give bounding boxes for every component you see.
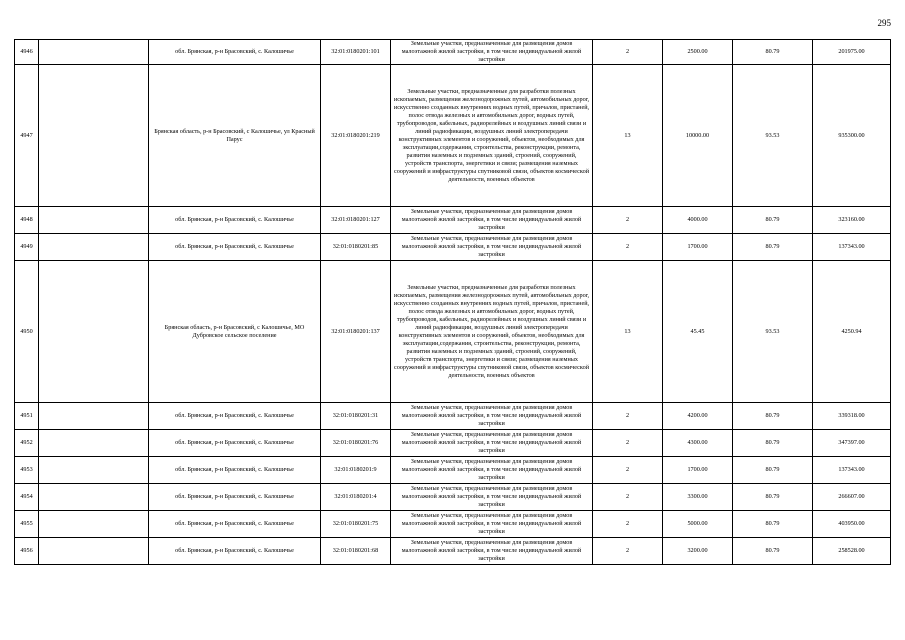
purpose-code-cell: 2 bbox=[593, 207, 663, 234]
table-row bbox=[15, 430, 891, 457]
rate-cell: 80.79 bbox=[733, 484, 813, 511]
rate-cell: 80.79 bbox=[733, 511, 813, 538]
purpose-code-cell: 2 bbox=[593, 234, 663, 261]
purpose-code-cell: 2 bbox=[593, 484, 663, 511]
land-purpose-cell: Земельные участки, предназначенные для разработки полезных ископаемых, размещения железнодорожных путей, автомобильных дорог, искусственно созданных внутренних водных путей, причалов, пристаней, полос отвода железных и автомобильных дорог, водных путей, трубопроводов, кабельных, радиорелейных и воздушных линий связи и линий радиофикации, воздушных линий электропередачи конструктивных элементов и сооружений, объектов, необходимых для эксплуатации,содержания, строительства, реконструкции, ремонта, развития наземных и подземных зданий, строений, сооружений, устройств транспорта, энергетики и связи; размещения наземных сооружений и инфраструктуры спутниковой связи, объектов космической деятельности, военных объектов bbox=[391, 65, 593, 207]
table-row bbox=[15, 65, 891, 207]
area-cell: 1700.00 bbox=[663, 457, 733, 484]
table-row bbox=[15, 234, 891, 261]
cadastral-value-table bbox=[14, 39, 891, 565]
table-row bbox=[15, 484, 891, 511]
area-cell: 3200.00 bbox=[663, 538, 733, 565]
cadastral-value-cell: 266607.00 bbox=[813, 484, 891, 511]
spacer-cell bbox=[39, 40, 149, 65]
area-cell: 4200.00 bbox=[663, 403, 733, 430]
spacer-cell bbox=[39, 234, 149, 261]
row-number: 4954 bbox=[15, 484, 39, 511]
cadastral-number-cell: 32:01:0180201:85 bbox=[321, 234, 391, 261]
rate-cell: 80.79 bbox=[733, 430, 813, 457]
cadastral-value-cell: 347397.00 bbox=[813, 430, 891, 457]
area-cell: 1700.00 bbox=[663, 234, 733, 261]
rate-cell: 80.79 bbox=[733, 403, 813, 430]
address-cell: Брянская область, р-н Брасовский, с Калошичье, ул Красный Парус bbox=[149, 65, 321, 207]
land-purpose-cell: Земельные участки, предназначенные для размещения домов малоэтажной жилой застройки, в том числе индивидуальной жилой застройки bbox=[391, 511, 593, 538]
cadastral-number-cell: 32:01:0180201:127 bbox=[321, 207, 391, 234]
purpose-code-cell: 2 bbox=[593, 538, 663, 565]
land-purpose-cell: Земельные участки, предназначенные для размещения домов малоэтажной жилой застройки, в том числе индивидуальной жилой застройки bbox=[391, 403, 593, 430]
row-number: 4947 bbox=[15, 65, 39, 207]
cadastral-value-cell: 323160.00 bbox=[813, 207, 891, 234]
row-number: 4948 bbox=[15, 207, 39, 234]
cadastral-number-cell: 32:01:0180201:101 bbox=[321, 40, 391, 65]
address-cell: обл. Брянская, р-н Брасовский, с. Калошичье bbox=[149, 511, 321, 538]
land-purpose-cell: Земельные участки, предназначенные для размещения домов малоэтажной жилой застройки, в том числе индивидуальной жилой застройки bbox=[391, 207, 593, 234]
area-cell: 10000.00 bbox=[663, 65, 733, 207]
purpose-code-cell: 13 bbox=[593, 261, 663, 403]
land-purpose-cell: Земельные участки, предназначенные для размещения домов малоэтажной жилой застройки, в том числе индивидуальной жилой застройки bbox=[391, 430, 593, 457]
spacer-cell bbox=[39, 65, 149, 207]
cadastral-number-cell: 32:01:0180201:4 bbox=[321, 484, 391, 511]
purpose-code-cell: 2 bbox=[593, 40, 663, 65]
rate-cell: 80.79 bbox=[733, 538, 813, 565]
spacer-cell bbox=[39, 207, 149, 234]
area-cell: 45.45 bbox=[663, 261, 733, 403]
cadastral-value-cell: 4250.94 bbox=[813, 261, 891, 403]
cadastral-value-cell: 137343.00 bbox=[813, 234, 891, 261]
spacer-cell bbox=[39, 261, 149, 403]
cadastral-value-cell: 258528.00 bbox=[813, 538, 891, 565]
cadastral-value-cell: 403950.00 bbox=[813, 511, 891, 538]
cadastral-value-cell: 935300.00 bbox=[813, 65, 891, 207]
rate-cell: 80.79 bbox=[733, 457, 813, 484]
purpose-code-cell: 2 bbox=[593, 403, 663, 430]
row-number: 4955 bbox=[15, 511, 39, 538]
address-cell: Брянская область, р-н Брасовский, с Калошичье, МО Дубровское сельское поселение bbox=[149, 261, 321, 403]
address-cell: обл. Брянская, р-н Брасовский, с. Калошичье bbox=[149, 403, 321, 430]
purpose-code-cell: 2 bbox=[593, 511, 663, 538]
cadastral-number-cell: 32:01:0180201:68 bbox=[321, 538, 391, 565]
row-number: 4956 bbox=[15, 538, 39, 565]
land-purpose-cell: Земельные участки, предназначенные для разработки полезных ископаемых, размещения железнодорожных путей, автомобильных дорог, искусственно созданных внутренних водных путей, причалов, пристаней, полос отвода железных и автомобильных дорог, водных путей, трубопроводов, кабельных, радиорелейных и воздушных линий связи и линий радиофикации, воздушных линий электропередачи конструктивных элементов и сооружений, объектов, необходимых для эксплуатации,содержания, строительства, реконструкции, ремонта, развития наземных и подземных зданий, строений, сооружений, устройств транспорта, энергетики и связи; размещения наземных сооружений и инфраструктуры спутниковой связи, объектов космической деятельности, военных объектов bbox=[391, 261, 593, 403]
land-purpose-cell: Земельные участки, предназначенные для размещения домов малоэтажной жилой застройки, в том числе индивидуальной жилой застройки bbox=[391, 457, 593, 484]
cadastral-value-cell: 137343.00 bbox=[813, 457, 891, 484]
row-number: 4952 bbox=[15, 430, 39, 457]
land-purpose-cell: Земельные участки, предназначенные для размещения домов малоэтажной жилой застройки, в том числе индивидуальной жилой застройки bbox=[391, 538, 593, 565]
purpose-code-cell: 2 bbox=[593, 457, 663, 484]
area-cell: 5000.00 bbox=[663, 511, 733, 538]
spacer-cell bbox=[39, 538, 149, 565]
row-number: 4946 bbox=[15, 40, 39, 65]
cadastral-number-cell: 32:01:0180201:76 bbox=[321, 430, 391, 457]
area-cell: 4300.00 bbox=[663, 430, 733, 457]
address-cell: обл. Брянская, р-н Брасовский, с. Калошичье bbox=[149, 484, 321, 511]
table-row bbox=[15, 261, 891, 403]
cadastral-number-cell: 32:01:0180201:31 bbox=[321, 403, 391, 430]
rate-cell: 80.79 bbox=[733, 207, 813, 234]
area-cell: 2500.00 bbox=[663, 40, 733, 65]
land-purpose-cell: Земельные участки, предназначенные для размещения домов малоэтажной жилой застройки, в том числе индивидуальной жилой застройки bbox=[391, 484, 593, 511]
cadastral-number-cell: 32:01:0180201:219 bbox=[321, 65, 391, 207]
row-number: 4951 bbox=[15, 403, 39, 430]
cadastral-number-cell: 32:01:0180201:137 bbox=[321, 261, 391, 403]
cadastral-number-cell: 32:01:0180201:75 bbox=[321, 511, 391, 538]
rate-cell: 80.79 bbox=[733, 40, 813, 65]
spacer-cell bbox=[39, 484, 149, 511]
spacer-cell bbox=[39, 430, 149, 457]
address-cell: обл. Брянская, р-н Брасовский, с. Калошичье bbox=[149, 207, 321, 234]
rate-cell: 93.53 bbox=[733, 261, 813, 403]
cadastral-value-cell: 339318.00 bbox=[813, 403, 891, 430]
table-row bbox=[15, 40, 891, 65]
land-purpose-cell: Земельные участки, предназначенные для размещения домов малоэтажной жилой застройки, в том числе индивидуальной жилой застройки bbox=[391, 40, 593, 65]
table-row bbox=[15, 403, 891, 430]
purpose-code-cell: 13 bbox=[593, 65, 663, 207]
table-row bbox=[15, 538, 891, 565]
rate-cell: 80.79 bbox=[733, 234, 813, 261]
land-purpose-cell: Земельные участки, предназначенные для размещения домов малоэтажной жилой застройки, в том числе индивидуальной жилой застройки bbox=[391, 234, 593, 261]
cadastral-number-cell: 32:01:0180201:9 bbox=[321, 457, 391, 484]
address-cell: обл. Брянская, р-н Брасовский, с. Калошичье bbox=[149, 40, 321, 65]
address-cell: обл. Брянская, р-н Брасовский, с. Калошичье bbox=[149, 430, 321, 457]
spacer-cell bbox=[39, 511, 149, 538]
row-number: 4949 bbox=[15, 234, 39, 261]
address-cell: обл. Брянская, р-н Брасовский, с. Калошичье bbox=[149, 234, 321, 261]
address-cell: обл. Брянская, р-н Брасовский, с. Калошичье bbox=[149, 538, 321, 565]
table-row bbox=[15, 457, 891, 484]
area-cell: 4000.00 bbox=[663, 207, 733, 234]
spacer-cell bbox=[39, 403, 149, 430]
table-row bbox=[15, 207, 891, 234]
address-cell: обл. Брянская, р-н Брасовский, с. Калошичье bbox=[149, 457, 321, 484]
page-number: 295 bbox=[877, 18, 891, 28]
row-number: 4953 bbox=[15, 457, 39, 484]
cadastral-value-cell: 201975.00 bbox=[813, 40, 891, 65]
spacer-cell bbox=[39, 457, 149, 484]
table-row bbox=[15, 511, 891, 538]
row-number: 4950 bbox=[15, 261, 39, 403]
area-cell: 3300.00 bbox=[663, 484, 733, 511]
purpose-code-cell: 2 bbox=[593, 430, 663, 457]
rate-cell: 93.53 bbox=[733, 65, 813, 207]
